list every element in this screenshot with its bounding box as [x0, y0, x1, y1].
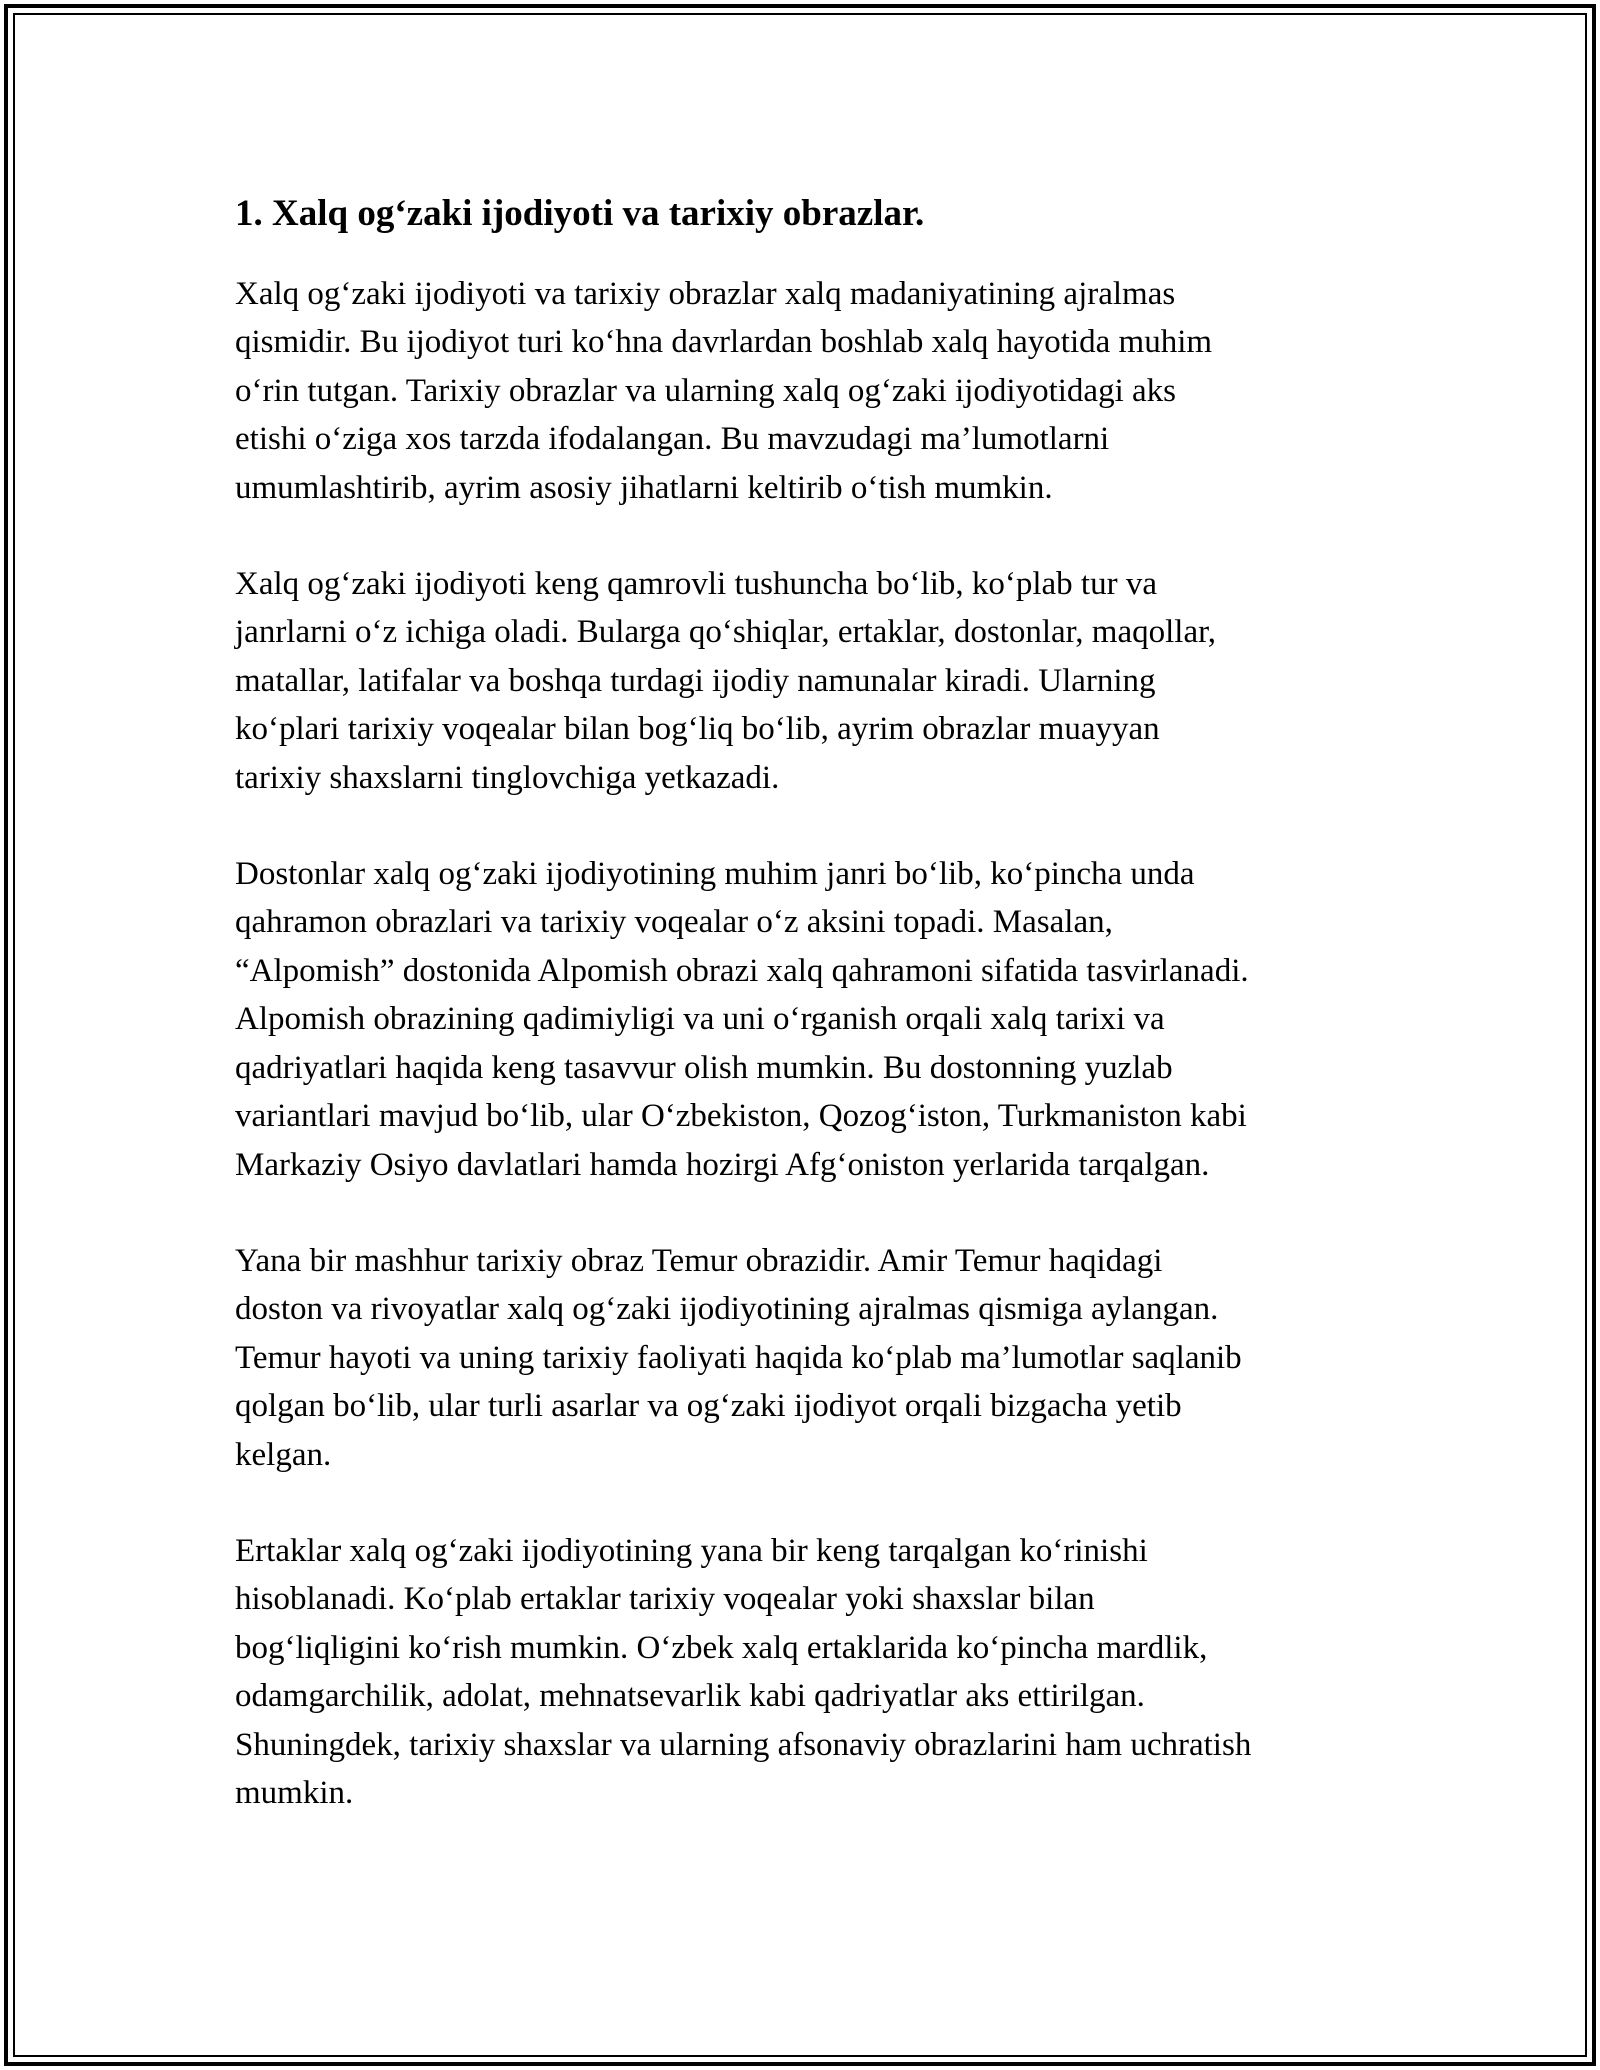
- text-line: odamgarchilik, adolat, mehnatsevarlik kabi qadriyatlar aks ettirilgan.: [235, 1678, 1145, 1715]
- text-line: doston va rivoyatlar xalq og‘zaki ijodiyotining ajralmas qismiga aylangan.: [235, 1291, 1219, 1328]
- text-line: Markaziy Osiyo davlatlari hamda hozirgi Afg‘oniston yerlarida tarqalgan.: [235, 1146, 1210, 1183]
- document-body: [235, 188, 1395, 1865]
- text-line: Ertaklar xalq og‘zaki ijodiyotining yana bir keng tarqalgan ko‘rinishi: [235, 1532, 1148, 1569]
- text-line: bog‘liqligini ko‘rish mumkin. O‘zbek xalq ertaklarida ko‘pincha mardlik,: [235, 1629, 1208, 1666]
- text-line: qolgan bo‘lib, ular turli asarlar va og‘zaki ijodiyot orqali bizgacha yetib: [235, 1388, 1182, 1425]
- text-line: qismidir. Bu ijodiyot turi ko‘hna davrlardan boshlab xalq hayotida muhim: [235, 324, 1213, 361]
- text-line: Temur hayoti va uning tarixiy faoliyati haqida ko‘plab ma’lumotlar saqlanib: [235, 1339, 1242, 1376]
- text-line: umumlashtirib, ayrim asosiy jihatlarni keltirib o‘tish mumkin.: [235, 469, 1053, 506]
- text-line: variantlari mavjud bo‘lib, ular O‘zbekiston, Qozog‘iston, Turkmaniston kabi: [235, 1098, 1247, 1135]
- text-line: janrlarni o‘z ichiga oladi. Bularga qo‘shiqlar, ertaklar, dostonlar, maqollar,: [235, 614, 1217, 651]
- text-line: etishi o‘ziga xos tarzda ifodalangan. Bu mavzudagi ma’lumotlarni: [235, 421, 1110, 458]
- text-line: qahramon obrazlari va tarixiy voqealar o‘z aksini topadi. Masalan,: [235, 904, 1113, 941]
- text-line: ko‘plari tarixiy voqealar bilan bog‘liq bo‘lib, ayrim obrazlar muayyan: [235, 711, 1160, 748]
- text-line: mumkin.: [235, 1774, 354, 1811]
- paragraph-1: [235, 270, 1395, 512]
- paragraph-list: [235, 270, 1395, 1817]
- paragraph-5: [235, 1527, 1395, 1817]
- text-line: Dostonlar xalq og‘zaki ijodiyotining muhim janri bo‘lib, ko‘pincha unda: [235, 856, 1195, 893]
- text-line: “Alpomish” dostonida Alpomish obrazi xalq qahramoni sifatida tasvirlanadi.: [235, 952, 1249, 989]
- text-line: Xalq og‘zaki ijodiyoti keng qamrovli tushuncha bo‘lib, ko‘plab tur va: [235, 566, 1157, 603]
- text-line: Yana bir mashhur tarixiy obraz Temur obrazidir. Amir Temur haqidagi: [235, 1242, 1163, 1279]
- text-line: Shuningdek, tarixiy shaxslar va ularning afsonaviy obrazlarini ham uchratish: [235, 1726, 1252, 1763]
- text-line: matallar, latifalar va boshqa turdagi ijodiy namunalar kiradi. Ularning: [235, 662, 1156, 699]
- text-line: tarixiy shaxslarni tinglovchiga yetkazadi.: [235, 759, 780, 796]
- text-line: hisoblanadi. Ko‘plab ertaklar tarixiy voqealar yoki shaxslar bilan: [235, 1581, 1095, 1618]
- paragraph-3: [235, 850, 1395, 1189]
- section-heading: 1. Xalq og‘zaki ijodiyoti va tarixiy obrazlar.: [235, 193, 925, 234]
- text-line: qadriyatlari haqida keng tasavvur olish mumkin. Bu dostonning yuzlab: [235, 1049, 1173, 1086]
- paragraph-2: [235, 560, 1395, 802]
- paragraph-4: [235, 1237, 1395, 1479]
- text-line: Xalq og‘zaki ijodiyoti va tarixiy obrazlar xalq madaniyatining ajralmas: [235, 276, 1176, 312]
- text-line: o‘rin tutgan. Tarixiy obrazlar va ularning xalq og‘zaki ijodiyotidagi aks: [235, 372, 1176, 409]
- text-line: kelgan.: [235, 1436, 332, 1473]
- text-line: Alpomish obrazining qadimiyligi va uni o‘rganish orqali xalq tarixi va: [235, 1001, 1165, 1038]
